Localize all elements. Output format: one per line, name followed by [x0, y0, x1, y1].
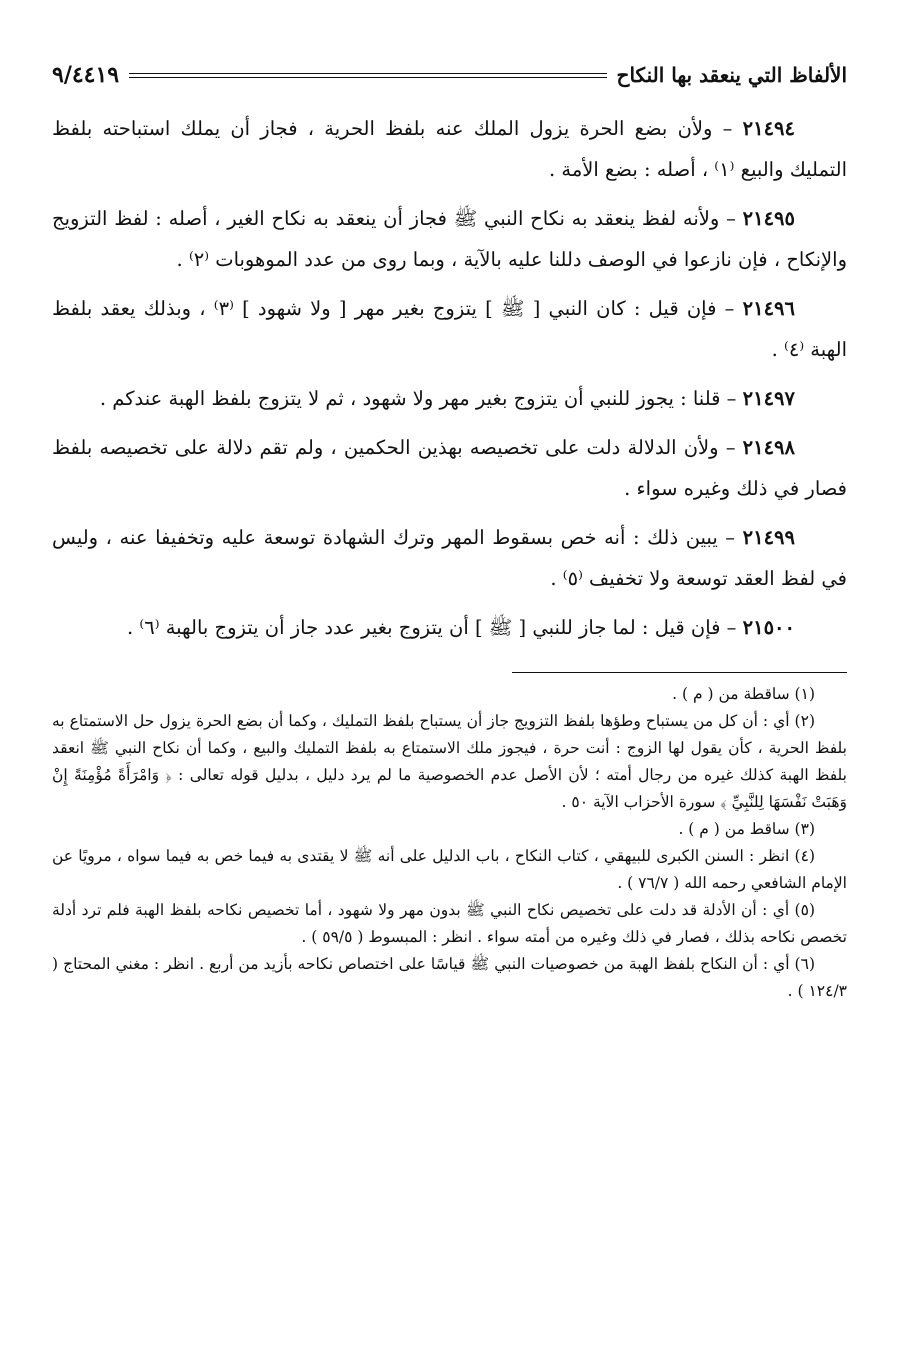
- paragraph: [52, 427, 847, 509]
- footnote-separator: [512, 672, 847, 673]
- paragraph-number: ٢١٤٩٧: [742, 387, 795, 410]
- paragraph-number: ٢١٤٩٤: [742, 117, 795, 140]
- footnote: (٦) أي : أن النكاح بلفظ الهبة من خصوصيات النبي ﷺ قياسًا على اختصاص نكاحه بأزيد من أربع . انظر : مغني المحتاج ( ١٢٤/٣ ) .: [52, 955, 847, 1000]
- footnote: (٥) أي : أن الأدلة قد دلت على تخصيص نكاح النبي ﷺ بدون مهر ولا شهود ، أما تخصيص نكاحه بلفظ الهبة فلم ترد أدلة تخصص نكاحه بذلك ، فصار في ذلك وغيره من أمته سواء . انظر : المبسوط ( ٥٩/٥ ) .: [52, 901, 847, 946]
- paragraph: [52, 378, 847, 419]
- footnote: (٢) أي : أن كل من يستباح وطؤها بلفظ التزويج جاز أن يستباح بلفظ التمليك ، وكما أن بضع الحرة يزول حل الاستمتاع به بلفظ الحرية ، كأن يقول لها الزوج : أنت حرة ، فيجوز ملك الاستمتاع به بلفظ التمليك والبيع ، وكما أن نكاح النبي ﷺ انعقد بلفظ الهبة كذلك غيره من رجال أمته ؛ لأن الأصل عدم الخصوصية ما لم يرد دليل ، بدليل قوله تعالى : ﴿ وَامْرَأَةً مُؤْمِنَةً إِنْ وَهَبَتْ نَفْسَهَا لِلنَّبِيِّ ﴾ سورة الأحزاب الآية ٥٠ .: [52, 712, 847, 811]
- footnotes: [52, 681, 847, 1005]
- header-title: الألفاظ التي ينعقد بها النكاح: [616, 63, 847, 87]
- paragraph-number: ٢١٥٠٠: [742, 616, 795, 639]
- footnote: (١) ساقطة من ( م ) .: [672, 685, 815, 703]
- page-number: ٩/٤٤١٩: [52, 62, 120, 88]
- paragraph-number: ٢١٤٩٦: [742, 297, 795, 320]
- paragraph-number: ٢١٤٩٥: [742, 207, 795, 230]
- paragraph-text: – يبين ذلك : أنه خص بسقوط المهر وترك الشهادة توسعة عليه وتخفيفا عنه ، وليس في لفظ العقد توسعة ولا تخفيف ⁽٥⁾ .: [52, 526, 847, 590]
- paragraph-number: ٢١٤٩٨: [742, 436, 795, 459]
- book-page: [52, 52, 847, 1005]
- paragraph: [52, 517, 847, 599]
- paragraph: [52, 198, 847, 280]
- paragraph-text: – ولأن الدلالة دلت على تخصيصه بهذين الحكمين ، ولم تقم دلالة على تخصيصه بلفظ فصار في ذلك وغيره سواء .: [52, 436, 847, 500]
- footnote: (٣) ساقط من ( م ) .: [678, 820, 815, 838]
- paragraph-text: – فإن قيل : لما جاز للنبي [ ﷺ ] أن يتزوج بغير عدد جاز أن يتزوج بالهبة ⁽٦⁾ .: [127, 616, 737, 639]
- header-rule: [129, 73, 606, 78]
- paragraph: [52, 108, 847, 190]
- main-text: [52, 108, 847, 648]
- paragraph-text: – ولأن بضع الحرة يزول الملك عنه بلفظ الحرية ، فجاز أن يملك استباحته بلفظ التمليك والبيع ⁽١⁾ ، أصله : بضع الأمة .: [52, 117, 847, 181]
- paragraph-text: – قلنا : يجوز للنبي أن يتزوج بغير مهر ولا شهود ، ثم لا يتزوج بلفظ الهبة عندكم .: [99, 387, 737, 410]
- paragraph-text: – ولأنه لفظ ينعقد به نكاح النبي ﷺ فجاز أن ينعقد به نكاح الغير ، أصله : لفظ التزويج والإنكاح ، فإن نازعوا في الوصف دللنا عليه بالآية ، وبما روى من عدد الموهوبات ⁽٢⁾ .: [52, 207, 847, 271]
- paragraph-text: – فإن قيل : كان النبي [ ﷺ ] يتزوج بغير مهر [ ولا شهود ] ⁽٣⁾ ، وبذلك يعقد بلفظ الهبة ⁽٤⁾ .: [52, 297, 847, 361]
- running-header: [52, 52, 847, 98]
- paragraph: [52, 288, 847, 370]
- paragraph-number: ٢١٤٩٩: [742, 526, 796, 549]
- footnote: (٤) انظر : السنن الكبرى للبيهقي ، كتاب النكاح ، باب الدليل على أنه ﷺ لا يقتدى به فيما خص به فيما سواه ، مرويًا عن الإمام الشافعي رحمه الله ( ٧٦/٧ ) .: [52, 847, 847, 892]
- paragraph: [52, 607, 847, 648]
